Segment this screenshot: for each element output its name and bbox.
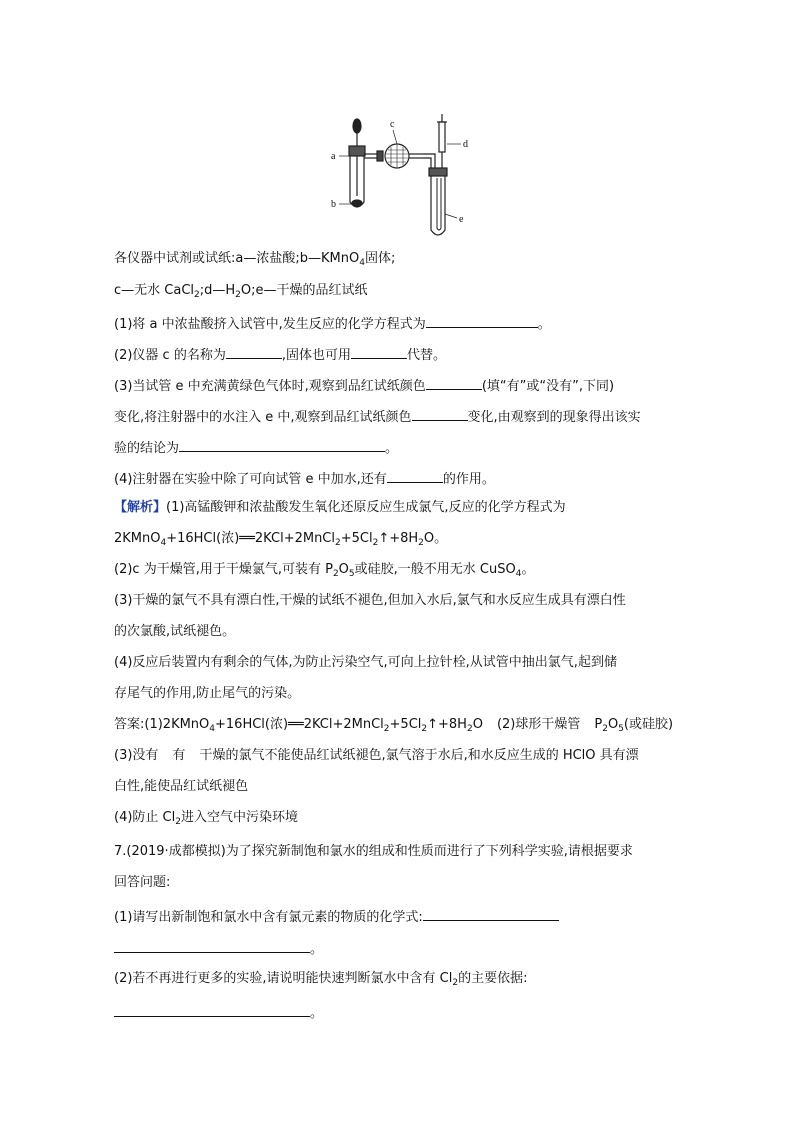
reagents-line-1: 各仪器中试剂或试纸:a—浓盐酸;b—KMnO$_4$固体; xyxy=(114,251,396,268)
answer-blank[interactable] xyxy=(179,437,385,452)
answer-blank[interactable] xyxy=(387,468,443,483)
answer-line-4: (4)防止 $Cl_2$进入空气中污染环境 xyxy=(114,810,298,827)
drying-tube-cork xyxy=(377,151,383,161)
question-3-line-2: 变化,将注射器中的水注入 e 中,观察到品红试纸颜色 变化,由观察到的现象得出该实 xyxy=(114,406,641,427)
question-7-sub-2: (2)若不再进行更多的实验,请说明能快速判断氯水中含有 $Cl_2$的主要依据: xyxy=(114,971,528,988)
litmus-paper xyxy=(437,178,441,230)
answer-line-3: 白性,能使品红试纸褪色 xyxy=(114,779,249,794)
analysis-2: (2)c 为干燥管,用于干燥氯气,可装有 $P_2O_5$或硅胶,一般不用无水 CuSO$_4$。 xyxy=(114,562,535,579)
analysis-3-line-1: (3)干燥的氯气不具有漂白性,干燥的试纸不褪色,但加入水后,氯气和水反应生成具有漂白性 xyxy=(114,593,626,608)
answer-blank[interactable] xyxy=(114,1002,310,1017)
question-4: (4)注射器在实验中除了可向试管 e 中加水,还有 的作用。 xyxy=(114,468,495,489)
question-7-line-2: 回答问题: xyxy=(114,875,171,890)
question-7-line-1: 7.(2019·成都模拟)为了探究新制饱和氯水的组成和性质而进行了下列科学实验,请根据要求 xyxy=(114,844,633,859)
analysis-equation: 2KMnO$_4$+16HCl(浓)$══2KCl+2MnCl_2+5Cl_2↑+8H_2O$。 xyxy=(114,531,448,548)
answer-line-2: (3)没有 有 干燥的氯气不能使品红试纸褪色,氯气溶于水后,和水反应生成的 HClO 具有漂 xyxy=(114,748,639,763)
answer-blank[interactable] xyxy=(423,906,559,921)
answer-blank[interactable] xyxy=(351,344,407,359)
dropper-bulb xyxy=(353,119,361,133)
label-e: e xyxy=(459,214,464,225)
label-b: b xyxy=(331,199,336,210)
question-7-sub-2-cont: 。 xyxy=(114,1002,323,1023)
analysis-3-line-2: 的次氯酸,试纸褪色。 xyxy=(114,624,236,639)
apparatus-svg xyxy=(327,110,497,242)
question-2: (2)仪器 c 的名称为 ,固体也可用 代替。 xyxy=(114,344,446,365)
answer-blank[interactable] xyxy=(114,938,310,953)
label-a: a xyxy=(331,151,336,162)
question-3-line-3: 验的结论为 。 xyxy=(114,437,398,458)
label-c: c xyxy=(390,119,395,130)
answer-blank[interactable] xyxy=(426,375,482,390)
analysis-4-line-1: (4)反应后装置内有剩余的气体,为防止污染空气,可向上拉针栓,从试管中抽出氯气,起到储 xyxy=(114,655,617,670)
answer-blank[interactable] xyxy=(226,344,282,359)
question-1: (1)将 a 中浓盐酸挤入试管中,发生反应的化学方程式为 。 xyxy=(114,313,551,334)
drying-bulb-hatch xyxy=(386,145,408,167)
test-tube-right xyxy=(431,176,445,235)
analysis-tag: 【解析】 xyxy=(114,500,167,515)
stopper-a xyxy=(349,146,365,156)
answer-blank[interactable] xyxy=(412,406,468,421)
answer-line-1: 答案:(1)2KMnO$_4$+16HCl(浓)$══2KCl+2MnCl_2+5Cl_2↑+8H_2O$ (2)球形干燥管 $P_2O_5$(或硅胶) xyxy=(114,717,674,734)
kmno4-solid xyxy=(352,200,362,206)
question-7-sub-1-cont: 。 xyxy=(114,938,323,959)
stopper-e xyxy=(429,168,447,176)
reagents-line-2: c—无水 $CaCl_2;d—H_2O;e—$干燥的品红试纸 xyxy=(114,283,368,300)
answer-blank[interactable] xyxy=(426,313,538,328)
question-7-sub-1: (1)请写出新制饱和氯水中含有氯元素的物质的化学式: xyxy=(114,906,559,927)
syringe-barrel xyxy=(439,122,445,152)
analysis-heading: 【解析】(1)高锰酸钾和浓盐酸发生氧化还原反应生成氯气,反应的化学方程式为 xyxy=(114,500,566,515)
analysis-4-line-2: 存尾气的作用,防止尾气的污染。 xyxy=(114,686,301,701)
label-d: d xyxy=(463,139,468,150)
question-3-line-1: (3)当试管 e 中充满黄绿色气体时,观察到品红试纸颜色 (填“有”或“没有”,下同) xyxy=(114,375,614,396)
apparatus-diagram xyxy=(327,110,497,242)
